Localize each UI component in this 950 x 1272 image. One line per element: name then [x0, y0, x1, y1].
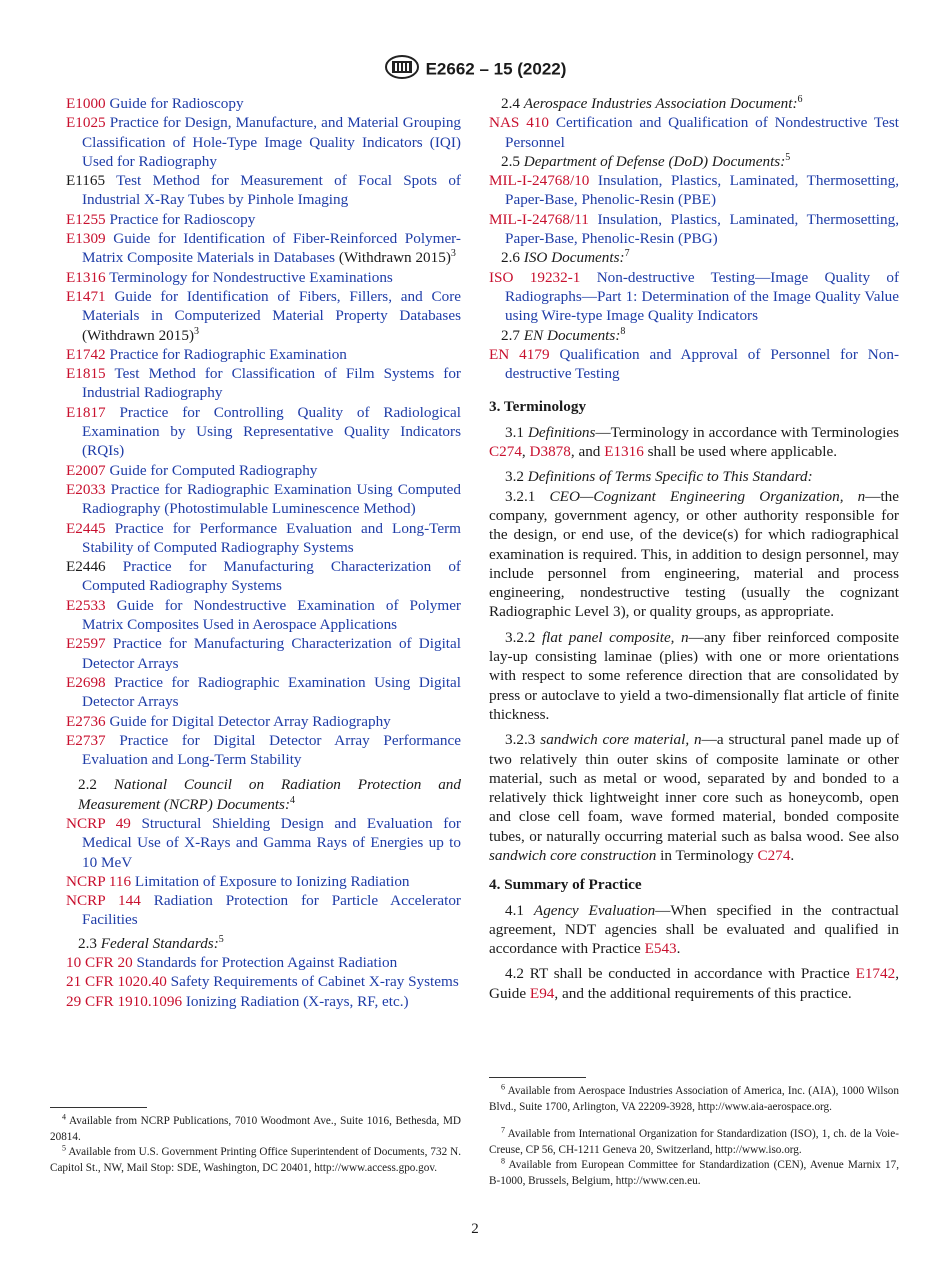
ncrp-heading: 2.2 National Council on Radiation Protection and Measurement (NCRP) Documents:$^4$	[78, 776, 461, 813]
paragraph-3-2-3: 3.2.3 sandwich core material, n—a structural panel made up of two relatively thin outer skins of composite laminate or other material, such as metal or wood, separated by and bonded to a relatively thick lightweight inner core such as honeycomb, open and close cell foam, wave formed material, bonded composite tubes, or naturally occurring material such as balsa wood. See also sandwich core construction in Terminology C274.	[489, 731, 900, 864]
reference-id[interactable]: E2533	[66, 596, 106, 614]
iso-heading: 2.6 ISO Documents:$^7$	[501, 248, 630, 267]
reference-id[interactable]: MIL-I-24768/10	[489, 172, 590, 190]
footnote-rule	[489, 1077, 586, 1078]
reference-id: E1165	[66, 172, 106, 190]
reference-item-e2033	[66, 480, 461, 519]
reference-title[interactable]: Practice for Radioscopy	[109, 210, 256, 228]
left-footnotes	[50, 1107, 461, 1176]
reference-item-ncrp-49	[66, 814, 461, 872]
reference-id[interactable]: NCRP 144	[66, 892, 141, 910]
reference-item-e2007	[66, 461, 461, 480]
footnote-marker: 3	[450, 248, 456, 260]
ref-link-e94[interactable]: E94	[529, 984, 555, 1002]
reference-title[interactable]: Limitation of Exposure to Ionizing Radiation	[134, 872, 410, 890]
ref-link-e543[interactable]: E543	[644, 940, 677, 958]
reference-title[interactable]: Terminology for Nondestructive Examinations	[109, 268, 393, 286]
reference-item-mil-i-24768-11	[489, 210, 899, 249]
reference-item-mil-i-24768-10	[489, 171, 899, 210]
paragraph-4-2: 4.2 RT shall be conducted in accordance with Practice E1742, Guide E94, and the additional requirements of this practice.	[489, 965, 900, 1002]
reference-item-e1815	[66, 364, 461, 403]
reference-title[interactable]: Guide for Nondestructive Examination of Polymer Matrix Composites Used in Aerospace Applications	[82, 596, 461, 634]
reference-id[interactable]: NAS 410	[489, 114, 549, 132]
footnote-text: Available from International Organization for Standardization (ISO), 1, ch. de la Voie-Creuse, CP 56, CH-1211 Geneva 20, Switzerland, http://www.iso.org.	[489, 1128, 899, 1156]
reference-item-e1309	[66, 229, 461, 268]
reference-id[interactable]: 10 CFR 20	[66, 954, 133, 972]
footnote-6	[489, 1084, 899, 1115]
reference-title[interactable]: Insulation, Plastics, Laminated, Thermosetting, Paper-Base, Phenolic-Resin (PBE)	[505, 172, 900, 209]
reference-title[interactable]: Practice for Controlling Quality of Radiological Examination by Using Representative Quality Indicators (RQIs)	[82, 403, 461, 460]
reference-id[interactable]: E2737	[66, 731, 106, 749]
reference-title[interactable]: Practice for Performance Evaluation and Long-Term Stability of Computed Radiography Systems	[82, 519, 461, 556]
dod-references	[489, 171, 899, 248]
reference-id[interactable]: EN 4179	[489, 345, 550, 363]
reference-title[interactable]: Guide for Identification of Fibers, Fillers, and Core Materials in Computerized Material Property Databases	[82, 287, 461, 325]
reference-title[interactable]: Non-destructive Testing—Image Quality of Radiographs—Part 1: Determination of the Image Quality Value using Wire-type Image Quality Indicators	[505, 268, 900, 325]
aia-heading: 2.4 Aerospace Industries Association Document:$^6$	[501, 93, 803, 112]
reference-item-e2445	[66, 519, 461, 558]
reference-title[interactable]: Practice for Manufacturing Characterization of Digital Detector Arrays	[82, 635, 461, 672]
reference-title[interactable]: Practice for Manufacturing Characterization of Computed Radiography Systems	[82, 558, 461, 595]
reference-id[interactable]: E2736	[66, 712, 106, 730]
federal-heading: 2.3 Federal Standards:$^5$	[78, 933, 224, 952]
reference-item-29-cfr-1910-1096	[66, 992, 461, 1011]
reference-title[interactable]: Guide for Identification of Fiber-Reinforced Polymer-Matrix Composite Materials in Databases	[82, 230, 461, 267]
reference-title[interactable]: Test Method for Measurement of Focal Spots of Industrial X-Ray Tubes by Pinhole Imaging	[82, 172, 461, 209]
paragraph-3-2: 3.2 Definitions of Terms Specific to This Standard:	[505, 468, 813, 486]
reference-item-e2698	[66, 673, 461, 712]
paragraph-3-2-2: 3.2.2 flat panel composite, n—any fiber reinforced composite lay-up consisting laminae (plies) with one or more orientations with respect to some reference direction that are consolidated by press or autoclave to yield a two-dimensionally flat article of finite thickness.	[489, 628, 899, 723]
reference-note: (Withdrawn 2015)	[82, 326, 194, 344]
reference-id[interactable]: 21 CFR 1020.40	[66, 973, 167, 991]
reference-id[interactable]: NCRP 49	[66, 814, 131, 832]
footnote-text: Available from Aerospace Industries Association of America, Inc. (AIA), 1000 Wilson Blvd., Suite 1700, Arlington, VA 22209-3928, http://www.aia-aerospace.org.	[489, 1085, 899, 1113]
reference-id[interactable]: E1817	[66, 403, 106, 421]
reference-item-21-cfr-1020-40	[66, 972, 461, 991]
reference-id[interactable]: NCRP 116	[66, 872, 132, 890]
reference-item-en-4179	[489, 345, 899, 384]
reference-id[interactable]: E2597	[66, 635, 106, 653]
referenced-astm-standards	[66, 94, 461, 769]
reference-title[interactable]: Practice for Digital Detector Array Performance Evaluation and Long-Term Stability	[82, 731, 461, 769]
ref-link-e1742[interactable]: E1742	[855, 965, 896, 983]
footnote-text: Available from U.S. Government Printing Office Superintendent of Documents, 732 N. Capitol St., NW, Mail Stop: SDE, Washington, DC 20401, http://www.access.gpo.gov.	[50, 1146, 461, 1174]
reference-item-e2597	[66, 634, 461, 673]
reference-id[interactable]: E1316	[66, 268, 106, 286]
reference-id[interactable]: E1000	[66, 95, 106, 112]
footnote-number: 4	[62, 1112, 66, 1122]
footnote-5	[50, 1145, 461, 1176]
reference-title[interactable]: Practice for Radiographic Examination	[109, 345, 347, 363]
reference-id[interactable]: E1815	[66, 365, 106, 383]
reference-item-e1316	[66, 268, 461, 287]
reference-item-e2533	[66, 596, 461, 635]
reference-id[interactable]: MIL-I-24768/11	[489, 210, 589, 228]
federal-references	[66, 953, 461, 1011]
reference-id[interactable]: E2698	[66, 673, 106, 691]
footnote-text: Available from European Committee for Standardization (CEN), Avenue Marnix 17, B-1000, Brussels, Belgium, http://www.cen.eu.	[489, 1159, 899, 1187]
paragraph-3-1: 3.1 Definitions—Terminology in accordance with Terminologies C274, D3878, and E1316 shall be used where applicable.	[489, 423, 899, 461]
reference-id[interactable]: E1742	[66, 345, 106, 363]
reference-id: E2446	[66, 558, 106, 576]
astm-logo-icon	[384, 54, 420, 84]
section-4-title: 4. Summary of Practice	[489, 876, 642, 894]
reference-note: (Withdrawn 2015)	[335, 249, 451, 267]
reference-title[interactable]: Guide for Digital Detector Array Radiography	[109, 712, 391, 730]
page-header	[0, 54, 950, 84]
reference-title[interactable]: Qualification and Approval of Personnel for Non-destructive Testing	[505, 345, 900, 383]
reference-title[interactable]: Certification and Qualification of Nondestructive Test Personnel	[505, 114, 900, 151]
reference-title[interactable]: Standards for Protection Against Radiation	[136, 954, 398, 972]
reference-title[interactable]: Ionizing Radiation (X-rays, RF, etc.)	[185, 992, 409, 1010]
ref-link-d3878[interactable]: D3878	[529, 443, 571, 461]
section-3-title: 3. Terminology	[489, 398, 587, 416]
ref-link-c274-2[interactable]: C274	[757, 846, 791, 864]
reference-title[interactable]: Radiation Protection for Particle Accelerator Facilities	[82, 892, 461, 929]
reference-item-ncrp-116	[66, 872, 461, 891]
reference-item-e1165	[66, 171, 461, 210]
reference-item-e1471	[66, 287, 461, 345]
footnote-rule	[50, 1107, 147, 1108]
reference-item-e2736	[66, 712, 461, 731]
footnote-marker: 3	[194, 325, 199, 337]
reference-item-e1255	[66, 210, 461, 229]
ncrp-references	[66, 814, 461, 930]
reference-item-e1817	[66, 403, 461, 461]
footnote-number: 7	[501, 1125, 505, 1135]
reference-title[interactable]: Practice for Design, Manufacture, and Material Grouping Classification of Hole-Type Image Quality Indicators (IQI) Used for Radiography	[82, 114, 462, 170]
reference-title[interactable]: Safety Requirements of Cabinet X-ray Systems	[170, 973, 459, 991]
reference-title[interactable]: Practice for Radiographic Examination Using Digital Detector Arrays	[82, 673, 462, 711]
right-footnotes	[489, 1077, 899, 1189]
page-number: 2	[471, 1221, 479, 1237]
standard-designation: E2662 – 15 (2022)	[425, 59, 567, 79]
reference-id[interactable]: E1255	[66, 210, 106, 228]
ref-link-c274[interactable]: C274	[489, 443, 522, 461]
reference-id[interactable]: E2007	[66, 461, 106, 479]
right-column	[489, 94, 899, 1009]
footnote-4	[50, 1114, 461, 1145]
reference-title[interactable]: Guide for Radioscopy	[109, 95, 244, 112]
en-heading: 2.7 EN Documents:$^8$	[501, 325, 626, 344]
footnote-number: 8	[501, 1156, 505, 1166]
footnote-7	[489, 1127, 899, 1158]
reference-item-e1742	[66, 345, 461, 364]
reference-title[interactable]: Insulation, Plastics, Laminated, Thermosetting, Paper-Base, Phenolic-Resin (PBG)	[505, 210, 900, 248]
reference-item-e1025	[66, 113, 461, 171]
paragraph-4-1: 4.1 Agency Evaluation—When specified in the contractual agreement, NDT agencies shall be evaluated and qualified in accordance with Practice E543.	[489, 901, 899, 958]
reference-title[interactable]: Practice for Radiographic Examination Using Computed Radiography (Photostimulable Luminescence Method)	[82, 480, 462, 518]
reference-item-ncrp-144	[66, 891, 461, 930]
aia-references	[489, 113, 899, 152]
reference-item-nas-410	[489, 113, 899, 152]
reference-item-iso-19232-1	[489, 268, 899, 326]
reference-title[interactable]: Test Method for Classification of Film Systems for Industrial Radiography	[82, 365, 461, 402]
footnote-text: Available from NCRP Publications, 7010 Woodmont Ave., Suite 1016, Bethesda, MD 20814.	[50, 1115, 461, 1143]
en-references	[489, 345, 899, 384]
reference-item-10-cfr-20	[66, 953, 461, 972]
reference-id[interactable]: E2445	[66, 519, 106, 537]
left-column	[66, 94, 461, 1011]
reference-id[interactable]: E2033	[66, 480, 106, 498]
reference-item-e2446	[66, 557, 461, 596]
paragraph-3-2-1: 3.2.1 CEO—Cognizant Engineering Organization, n—the company, government agency, or other authority responsible for the design, or end use, of the device(s) for which radiographical examination is required. This, in addition to design personnel, may include personnel from engineering, material and process engineering, nondestructive testing (usually the cognizant Radiographic Level 3), or quality groups, as appropriate.	[489, 487, 899, 621]
footnote-number: 5	[62, 1143, 66, 1153]
reference-id[interactable]: E1471	[66, 287, 106, 305]
reference-title[interactable]: Structural Shielding Design and Evaluation for Medical Use of X-Rays and Gamma Rays of Energies up to 10 MeV	[82, 814, 461, 871]
reference-id[interactable]: E1025	[66, 114, 106, 132]
ref-link-e1316[interactable]: E1316	[604, 443, 644, 461]
reference-id[interactable]: ISO 19232-1	[489, 268, 581, 286]
reference-item-e2737	[66, 731, 461, 770]
footnote-number: 6	[501, 1082, 505, 1092]
iso-references	[489, 268, 899, 326]
reference-id[interactable]: 29 CFR 1910.1096	[66, 992, 183, 1010]
reference-title[interactable]: Guide for Computed Radiography	[109, 461, 318, 479]
reference-id[interactable]: E1309	[66, 230, 106, 248]
footnote-8	[489, 1158, 899, 1189]
reference-item-e1000	[66, 94, 461, 113]
dod-heading: 2.5 Department of Defense (DoD) Documents:$^5$	[501, 151, 791, 170]
